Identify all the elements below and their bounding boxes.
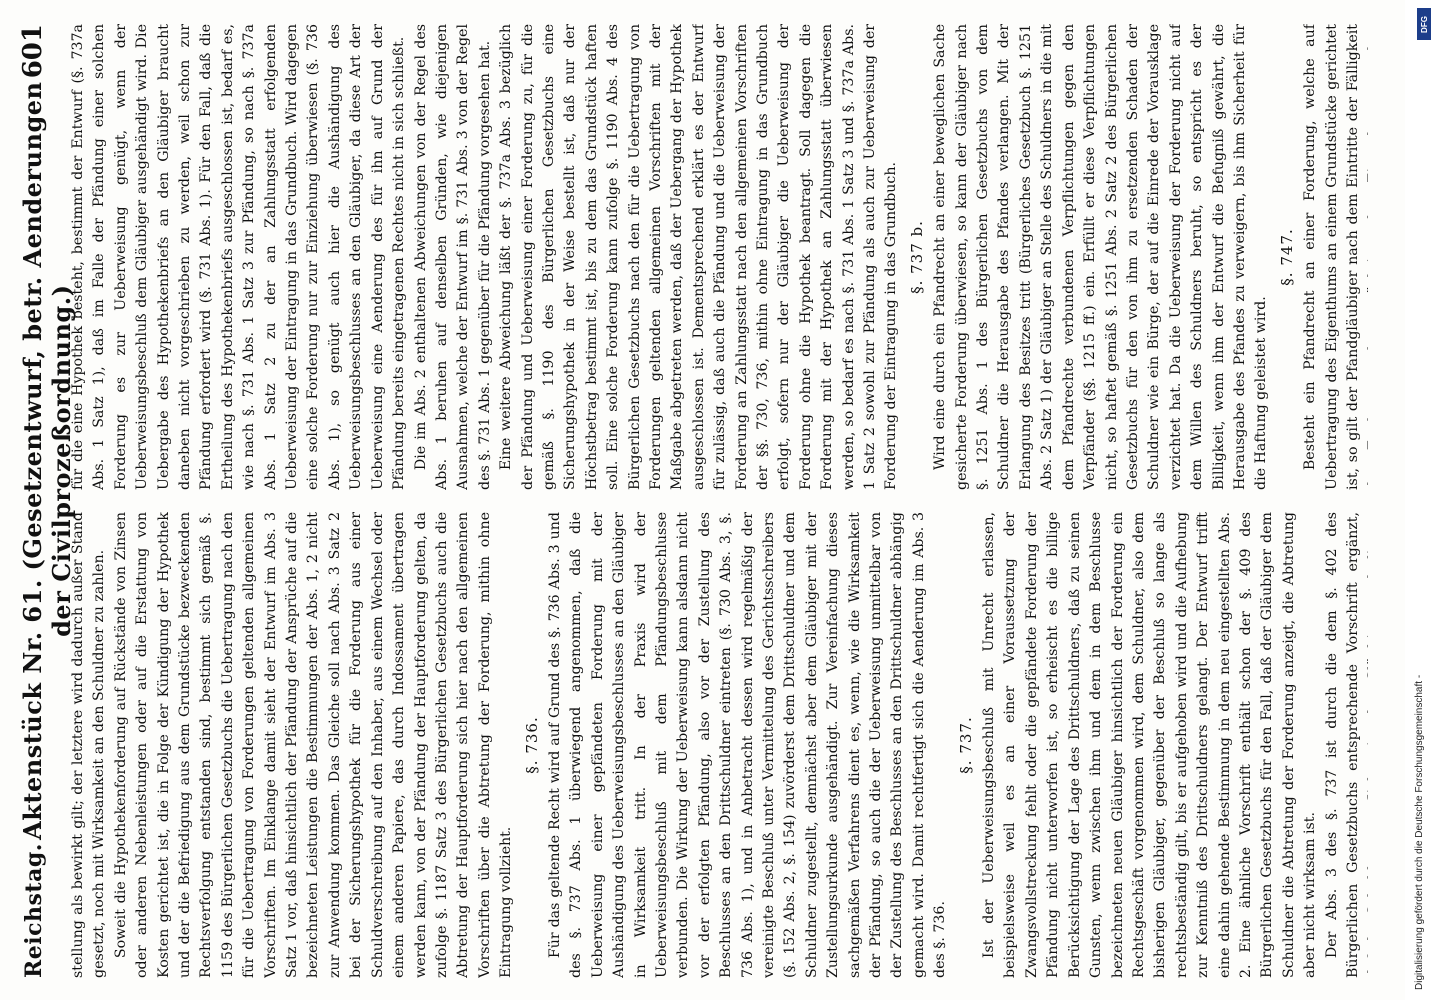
paragraph: Soweit die Hypothekenforderung auf Rückstände von Zinsen oder anderen Nebenleistungen oder auf die Erstattung von Kosten gerichtet ist, die in Folge der Kündigung der Hypothek und der die Befriedigung aus dem Grundstücke bezweckenden Rechtsverfolgung entstanden sind, bestimmt sich gemäß §. 1159 des Bürgerlichen Gesetzbuchs die Uebertragung nach den für die Uebertragung von Forderungen geltenden allgemeinen Vorschriften. Im Einklange damit sieht der Entwurf im Abs. 3 Satz 1 vor, daß hinsichtlich der Pfändung der Ansprüche auf die bezeichneten Leistungen die Bestimmungen der Abs. 1, 2 nicht zur Anwendung kommen. Das Gleiche soll nach Abs. 3 Satz 2 bei der Sicherungshypothek für die Forderung aus einer Schuldverschreibung auf den Inhaber, aus einem Wechsel oder einem anderen Papiere, das durch Indossament übertragen werden kann, von der Pfändung der Hauptforderung gelten, da zufolge §. 1187 Satz 3 des Bürgerlichen Gesetzbuchs auch die Abtretung der Hauptforderung sich hier nach den allgemeinen Vorschriften über die Abtretung der Forderung, mithin ohne Eintragung vollzieht. <box>112 512 515 978</box>
text-columns <box>68 24 1368 978</box>
right-column <box>68 24 1368 490</box>
section-heading: §. 736. <box>522 716 541 774</box>
paragraph: Die im Abs. 2 enthaltenen Abweichungen von der Regel des Abs. 1 beruhen auf denselben Gründen, wie diejenigen Ausnahmen, welche der Entwurf im §. 731 Abs. 3 von der Regel des §. 731 Abs. 1 gegenüber für die Pfändung vorgesehen hat. <box>412 24 493 490</box>
left-column <box>68 512 1368 978</box>
section-heading: §. 737 b. <box>907 220 926 294</box>
page-number: 601 <box>18 24 48 79</box>
section-heading: §. 737. <box>956 716 975 774</box>
paragraph: für die eine Hypothek besteht, bestimmt der Entwurf (§. 737a Abs. 1 Satz 1), daß im Falle der Pfändung einer solchen Forderung es zur Ueberweisung genügt, wenn der Ueberweisungsbeschluß dem Gläubiger ausgehändigt wird. Die Uebergabe des Hypothekenbriefs an den Gläubiger braucht daneben nicht vorgeschrieben zu werden, weil schon zur Pfändung erfordert wird (§. 731 Abs. 1). Für den Fall, daß die Ertheilung des Hypothekenbriefs ausgeschlossen ist, bedarf es, wie nach §. 731 Abs. 1 Satz 3 zur Pfändung, so nach §. 737a Abs. 1 Satz 2 zu der an Zahlungsstatt erfolgenden Ueberweisung der Eintragung in das Grundbuch. Wird dagegen eine solche Forderung nur zur Einziehung überwiesen (§. 736 Abs. 1), so genügt auch hier die Aushändigung des Ueberweisungsbeschlusses an den Gläubiger, da diese Art der Ueberweisung eine Aenderung des für ihn auf Grund der Pfändung bereits eingetragenen Rechtes nicht in sich schließt. <box>70 24 408 490</box>
section-heading: §. 747. <box>1277 228 1296 286</box>
dfg-logo: DFG <box>1417 8 1431 40</box>
paragraph: Wird eine durch ein Pfandrecht an einer beweglichen Sache gesicherte Forderung überwiesen, so kann der Gläubiger nach §. 1251 Abs. 1 des Bürgerlichen Gesetzbuchs von dem Schuldner die Herausgabe des Pfandes verlangen. Mit der Erlangung des Besitzes tritt (Bürgerliches Gesetzbuch §. 1251 Abs. 2 Satz 1) der Gläubiger an Stelle des Schuldners in die mit dem Pfandrechte verbundenen Verpflichtungen gegen den Verpfänder (§§. 1215 ff.) ein. Erfüllt er diese Verpflichtungen nicht, so haftet gemäß §. 1251 Abs. 2 Satz 2 des Bürgerlichen Gesetzbuchs für den von ihm zu ersetzenden Schaden der Schuldner wie ein Bürge, der auf die Einrede der Vorausklage verzichtet hat. Da die Ueberweisung der Forderung nicht auf dem Willen des Schuldners beruht, so entspricht es der Billigkeit, wenn ihm der Entwurf die Befugniß gewährt, die Herausgabe des Pfandes zu verweigern, bis ihm Sicherheit für die Haftung geleistet wird. <box>932 24 1270 490</box>
header-title: Aktenstück Nr. 61. (Gesetzentwurf, betr. Aenderungen der Civilprozeßordnung.) <box>18 81 76 840</box>
paragraph: Besteht ein Pfandrecht an einer Forderung, welche auf Uebertragung des Eigenthums an einem Grundstücke gerichtet ist, so gilt der Pfandgläubiger nach dem Eintritte der Fälligkeit <box>1302 24 1361 490</box>
paragraph: stellung als bewirkt gilt; der letztere wird dadurch außer Stand gesetzt, noch mit Wirksamkeit an den Schuldner zu zahlen. <box>70 512 108 978</box>
digitization-credit <box>1410 0 1434 1000</box>
paragraph: Der Abs. 3 des §. 737 ist durch die dem §. 402 des Bürgerlichen Gesetzbuchs entsprechende Vorschrift ergänzt, <box>1323 512 1361 978</box>
credit-text: Digitalisierung gefördert durch die Deutsche Forschungsgemeinschaft - <box>1414 674 1425 990</box>
paragraph: Eine weitere Abweichung läßt der §. 737a Abs. 3 bezüglich der Pfändung und Ueberweisung einer Forderung zu, für die gemäß §. 1190 des Bürgerlichen Gesetzbuchs eine Sicherungshypothek in der Weise bestellt ist, daß nur der Höchstbetrag bestimmt ist, bis zu dem das Grundstück haften soll. Eine solche Forderung kann zufolge §. 1190 Abs. 4 des Bürgerlichen Gesetzbuchs nach den für die Uebertragung von Forderungen geltenden allgemeinen Vorschriften mit der Maßgabe abgetreten werden, daß der Uebergang der Hypothek ausgeschlossen ist. Dementsprechend erklärt es der Entwurf für zulässig, daß auch die Pfändung und die Ueberweisung der Forderung an Zahlungsstatt nach den allgemeinen Vorschriften der §§. 730, 736, mithin ohne Eintragung in das Grundbuch erfolgt, sofern nur der Gläubiger die Ueberweisung der Forderung ohne die Hypothek beantragt. Soll dagegen die Forderung mit der Hypothek an Zahlungsstatt überwiesen werden, so bedarf es nach §. 731 Abs. 1 Satz 3 und §. 737a Abs. 1 Satz 2 sowohl zur Pfändung als auch zur Ueberweisung der Forderung der Eintragung in das Grundbuch. <box>498 24 900 490</box>
paragraph: Ist der Ueberweisungsbeschluß mit Unrecht erlassen, beispielsweise weil es an einer Voraussetzung der Zwangsvollstreckung fehlt oder die gepfändete Forderung der Pfändung nicht unterworfen ist, so erheischt es die billige Berücksichtigung der Lage des Drittschuldners, daß zu seinen Gunsten, wenn zwischen ihm und dem in dem Beschlusse bezeichneten neuen Gläubiger hinsichtlich der Forderung ein Rechtsgeschäft vorgenommen wird, dem Schuldner, also dem bisherigen Gläubiger, gegenüber der Beschluß so lange als rechtsbeständig gilt, bis er aufgehoben wird und die Aufhebung zur Kenntniß des Drittschuldners gelangt. Der Entwurf trifft eine dahin gehende Bestimmung in dem neu eingestellten Abs. 2. Eine ähnliche Vorschrift enthält schon der §. 409 des Bürgerlichen Gesetzbuchs für den Fall, daß der Gläubiger dem Schuldner die Abtretung der Forderung anzeigt, die Abtretung aber nicht wirksam ist. <box>981 512 1319 978</box>
paragraph: Für das geltende Recht wird auf Grund des §. 736 Abs. 3 und des §. 737 Abs. 1 überwiegend angenommen, daß die Ueberweisung einer gepfändeten Forderung mit der Aushändigung des Ueberweisungsbeschlusses an den Gläubiger in Wirksamkeit tritt. In der Praxis wird der Ueberweisungsbeschluß mit dem Pfändungsbeschlusse verbunden. Die Wirkung der Ueberweisung kann alsdann nicht vor der erfolgten Pfändung, also vor der Zustellung des Beschlusses an den Drittschuldner eintreten (§. 730 Abs. 3, §. 736 Abs. 1), und in Anbetracht dessen wird regelmäßig der vereinigte Beschluß unter Vermittelung des Gerichtsschreibers (§. 152 Abs. 2, §. 154) zuvörderst dem Drittschuldner und dem Schuldner zugestellt, demnächst aber dem Gläubiger mit der Zustellungsurkunde ausgehändigt. Zur Vereinfachung dieses sachgemäßen Verfahrens dient es, wenn, wie die Wirksamkeit der Pfändung, so auch die der Ueberweisung unmittelbar von der Zustellung des Beschlusses an den Drittschuldner abhängig gemacht wird. Damit rechtfertigt sich die Aenderung im Abs. 3 des §. 736. <box>546 512 949 978</box>
running-head <box>18 24 76 978</box>
header-left: Reichstag. <box>21 843 47 978</box>
